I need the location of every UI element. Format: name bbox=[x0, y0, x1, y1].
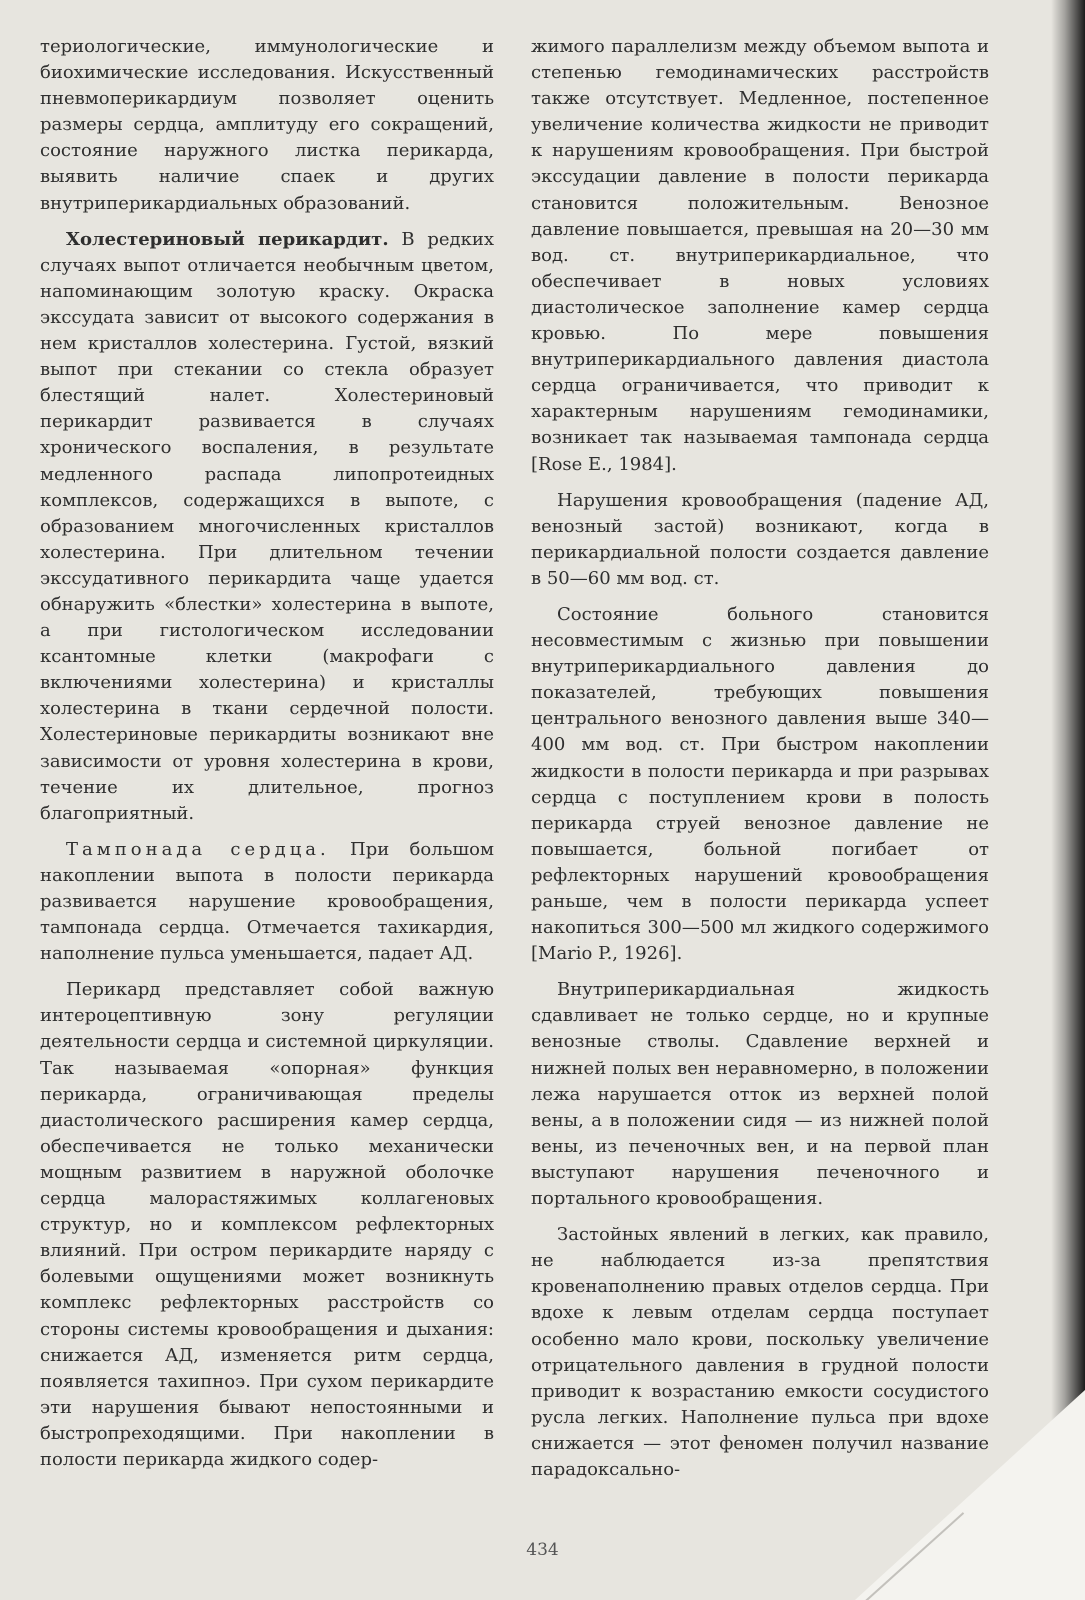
folded-corner bbox=[855, 1390, 1085, 1600]
page-edge-shadow bbox=[1051, 0, 1085, 1600]
left-text-column bbox=[40, 34, 494, 1473]
paragraph-vein-compression: Внутриперикардиальная жидкость сдавливает не только сердце, но и крупные венозные стволы. Сдавление верхней и нижней полых вен неравномерно, в положении лежа нарушается отток из верхней полой вены, а в положении сидя — из нижней полой вены, из печеночных вен, и на первой план выступают нарушения печеночного и портального кровообращения. bbox=[531, 979, 989, 1210]
paragraph-patient-condition: Состояние больного становится несовместимым с жизнью при повышении внутриперикардиального давления до показателей, требующих повышения центрального венозного давления выше 340—400 мм вод. ст. При быстром накоплении жидкости в полости перикарда и при разрывах сердца с поступлением крови в полость перикарда струей венозное давление не повышается, больной погибает от рефлекторных нарушений кровообращения раньше, чем в полости перикарда успеет накопиться 300—500 мл жидкого содержимого [Mario P., 1926]. bbox=[531, 603, 989, 965]
right-text-column bbox=[531, 34, 989, 1483]
paragraph-circulation-disorders: Нарушения кровообращения (падение АД, венозный застой) возникают, когда в перикардиальной полости создается давление в 50—60 мм вод. ст. bbox=[531, 489, 989, 589]
page-number: 434 bbox=[526, 1540, 559, 1560]
paragraph-lung-congestion: Застойных явлений в легких, как правило, не наблюдается из-за препятствия кровенаполнению правых отделов сердца. При вдохе к левым отделам сердца поступает особенно мало крови, поскольку увеличение отрицательного давления в грудной полости приводит к возрастанию емкости сосудистого русла легких. Наполнение пульса при вдохе снижается — этот феномен получил название парадоксально- bbox=[531, 1224, 989, 1480]
text-cardiac-tamponade: При большом накоплении выпота в полости перикарда развивается нарушение кровообращения, тампонада сердца. Отмечается тахикардия, наполнение пульса уменьшается, падает АД. bbox=[40, 838, 494, 965]
text-cholesterol-pericarditis: В редких случаях выпот отличается необычным цветом, напоминающим золотую краску. Окраска экссудата зависит от высокого содержания в нем кристаллов холестерина. Густой, вязкий выпот при стекании со стекла образует блестящий налет. Холестериновый перикардит развивается в случаях хронического воспаления, в результате медленного распада липопротеидных комплексов, содержащихся в выпоте, с образованием многочисленных кристаллов холестерина. При длительном течении экссудативного перикардита чаще удается обнаружить «блестки» холестерина в выпоте, а при гистологическом исследовании ксантомные клетки (макрофаги с включениями холестерина) и кристаллы холестерина в ткани сердечной полости. Холестериновые перикардиты возникают вне зависимости от уровня холестерина в крови, течение их длительное, прогноз благоприятный. bbox=[40, 228, 495, 824]
heading-cardiac-tamponade: Тампонада сердца. bbox=[66, 838, 330, 860]
paragraph-cardiac-tamponade bbox=[40, 837, 494, 967]
paragraph-exudate-dynamics: жимого параллелизм между объемом выпота и степенью гемодинамических расстройств также отсутствует. Медленное, постепенное увеличение количества жидкости не приводит к нарушениям кровообращения. При быстрой экссудации давление в полости перикарда становится положительным. Венозное давление повышается, превышая на 20—30 мм вод. ст. внутриперикардиальное, что обеспечивает в новых условиях диастолическое заполнение камер сердца кровью. По мере повышения внутриперикардиального давления диастола сердца ограничивается, что приводит к характерным нарушениям гемодинамики, возникает так называемая тампонада сердца [Rose E., 1984]. bbox=[531, 36, 989, 475]
paragraph-pericardium-function: Перикард представляет собой важную интероцептивную зону регуляции деятельности сердца и системной циркуляции. Так называемая «опорная» функция перикарда, ограничивающая пределы диастолического расширения камер сердца, обеспечивается не только механически мощным развитием в наружной оболочке сердца малорастяжимых коллагеновых структур, но и комплексом рефлекторных влияний. При остром перикардите наряду с болевыми ощущениями может возникнуть комплекс рефлекторных расстройств со стороны системы кровообращения и дыхания: снижается АД, изменяется ритм сердца, появляется тахипноэ. При сухом перикардите эти нарушения бывают непостоянными и быстропреходящими. При накоплении в полости перикарда жидкого содер- bbox=[40, 979, 494, 1470]
paragraph-cholesterol-pericarditis bbox=[40, 227, 494, 827]
heading-cholesterol-pericarditis: Холестериновый перикардит. bbox=[66, 228, 389, 250]
paragraph-research-methods: териологические, иммунологические и биохимические исследования. Искусственный пневмоперикардиум позволяет оценить размеры сердца, амплитуду его сокращений, состояние наружного листка перикарда, выявить наличие спаек и других внутриперикардиальных образований. bbox=[40, 36, 494, 214]
